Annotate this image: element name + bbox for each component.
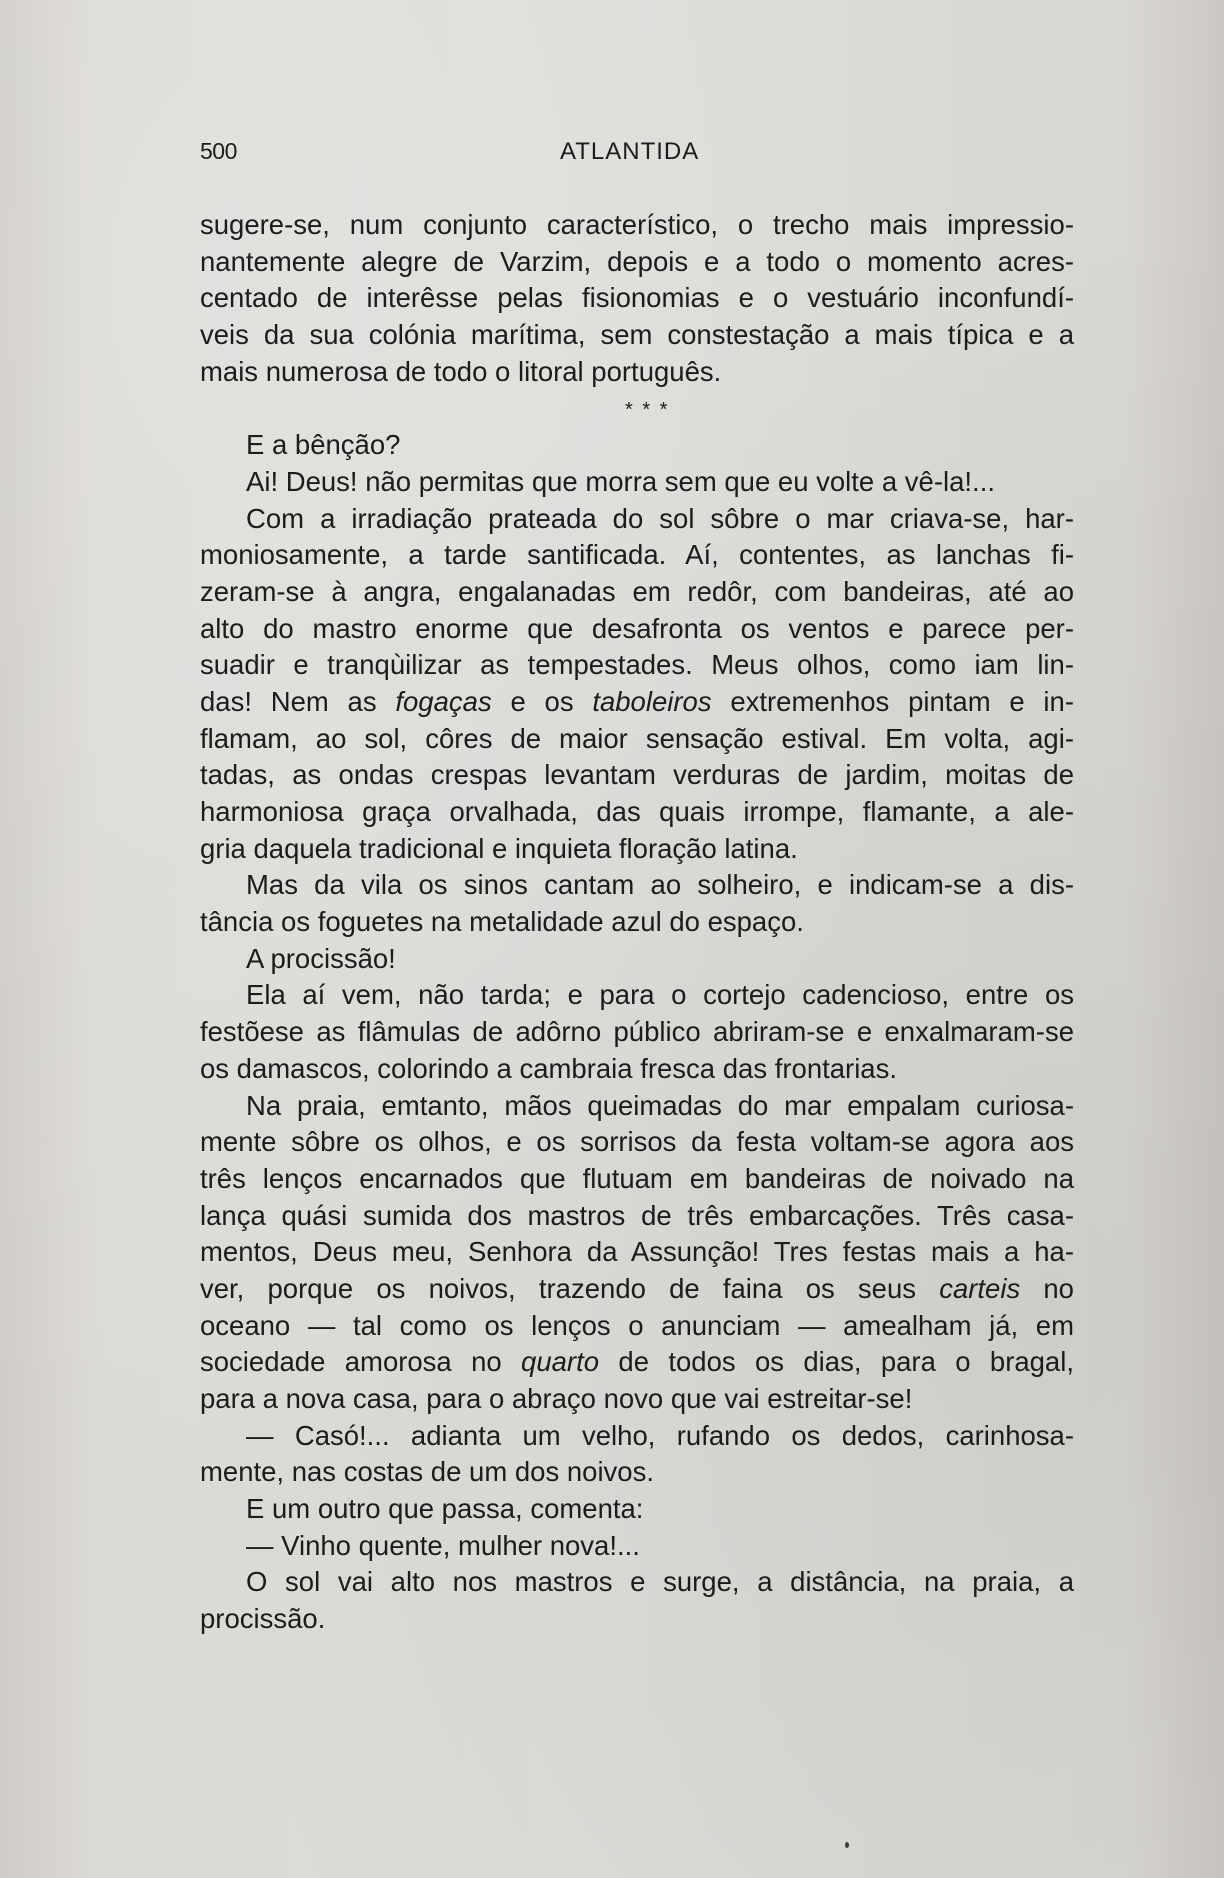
text-segment: no (1020, 1272, 1074, 1304)
text-line: Com a irradiação prateada do sol sôbre o mar criava-se, har- (246, 502, 1074, 534)
text-line: mente, nas costas de um dos noivos. (200, 1456, 654, 1488)
italic-word: quarto (521, 1346, 600, 1378)
text-line: os damascos, colorindo a cambraia fresca das frontarias. (200, 1052, 897, 1084)
page-number: 500 (200, 138, 237, 164)
text-line (200, 1344, 1074, 1381)
text-line (200, 1271, 1074, 1308)
text-line (200, 684, 1074, 721)
text-line: festõese as flâmulas de adôrno público abriram-se e enxalmaram-se (200, 1016, 1074, 1048)
text-line: O sol vai alto nos mastros e surge, a distância, na praia, a (246, 1566, 1074, 1598)
text-line: oceano — tal como os lenços o anunciam — amealham já, em (200, 1309, 1074, 1341)
text-line: mentos, Deus meu, Senhora da Assunção! Tres festas mais a ha- (200, 1236, 1074, 1268)
text-line: E um outro que passa, comenta: (246, 1493, 644, 1525)
running-head: ATLANTIDA (560, 138, 700, 165)
text-line: veis da sua colónia marítima, sem constestação a mais típica e a (200, 319, 1074, 351)
italic-word: fogaças (395, 685, 492, 717)
italic-word: taboleiros (592, 685, 712, 717)
text-line: centado de interêsse pelas fisionomias e o vestuário inconfundí- (200, 282, 1074, 314)
text-line: Ela aí vem, não tarda; e para o cortejo cadencioso, entre os (246, 979, 1074, 1011)
text-line: — Casó!... adianta um velho, rufando os dedos, carinhosa- (246, 1419, 1074, 1451)
text-segment: extremenhos pintam e in- (711, 685, 1074, 717)
text-line: mais numerosa de todo o litoral português. (200, 355, 722, 387)
text-line: — Vinho quente, mulher nova!... (246, 1529, 640, 1561)
text-line: sugere-se, num conjunto característico, o trecho mais impressio- (200, 209, 1074, 240)
text-line: para a nova casa, para o abraço novo que vai estreitar-se! (200, 1383, 913, 1414)
text-line: procissão. (200, 1603, 326, 1635)
text-line: E a bênção? (246, 429, 401, 461)
asterism: * * * (625, 399, 670, 422)
text-line: harmoniosa graça orvalhada, das quais irrompe, flamante, a ale- (200, 796, 1074, 827)
text-line: nantemente alegre de Varzim, depois e a todo o momento acres- (200, 245, 1074, 277)
page-header (200, 138, 1074, 172)
body-text (200, 207, 1074, 1638)
text-line: mente sôbre os olhos, e os sorrisos da festa voltam-se agora aos (200, 1126, 1074, 1158)
text-line: moniosamente, a tarde santificada. Aí, contentes, as lanchas fi- (200, 539, 1074, 571)
ink-speck (845, 1842, 849, 1848)
italic-word: carteis (939, 1272, 1021, 1304)
text-line: zeram-se à angra, engalanadas em redôr, com bandeiras, até ao (200, 575, 1074, 607)
text-segment: sociedade amorosa no (200, 1346, 522, 1378)
text-line: Na praia, emtanto, mãos queimadas do mar empalam curiosa- (246, 1089, 1074, 1121)
text-line: tância os foguetes na metalidade azul do espaço. (200, 906, 804, 938)
text-line: gria daquela tradicional e inquieta floração latina. (200, 832, 798, 864)
text-line: alto do mastro enorme que desafronta os ventos e parece per- (200, 612, 1074, 644)
text-line: lança quási sumida dos mastros de três embarcações. Três casa- (200, 1199, 1074, 1231)
text-segment: ver, porque os noivos, trazendo de faina os seus (200, 1272, 940, 1304)
text-segment: de todos os dias, para o bragal, (599, 1346, 1074, 1378)
section-break-asterisks (200, 390, 1074, 427)
text-line: flamam, ao sol, côres de maior sensação estival. Em volta, agi- (200, 722, 1074, 754)
text-line: três lenços encarnados que flutuam em bandeiras de noivado na (200, 1162, 1074, 1194)
text-segment: e os (491, 685, 593, 717)
text-line: A procissão! (246, 942, 396, 974)
text-line: Ai! Deus! não permitas que morra sem que eu volte a vê-la!... (246, 465, 995, 497)
text-line: Mas da vila os sinos cantam ao solheiro, e indicam-se a dis- (246, 869, 1074, 901)
text-segment: das! Nem as (200, 685, 396, 717)
text-line: tadas, as ondas crespas levantam verduras de jardim, moitas de (200, 759, 1074, 791)
text-line: suadir e tranqùilizar as tempestades. Meus olhos, como iam lin- (200, 649, 1074, 681)
